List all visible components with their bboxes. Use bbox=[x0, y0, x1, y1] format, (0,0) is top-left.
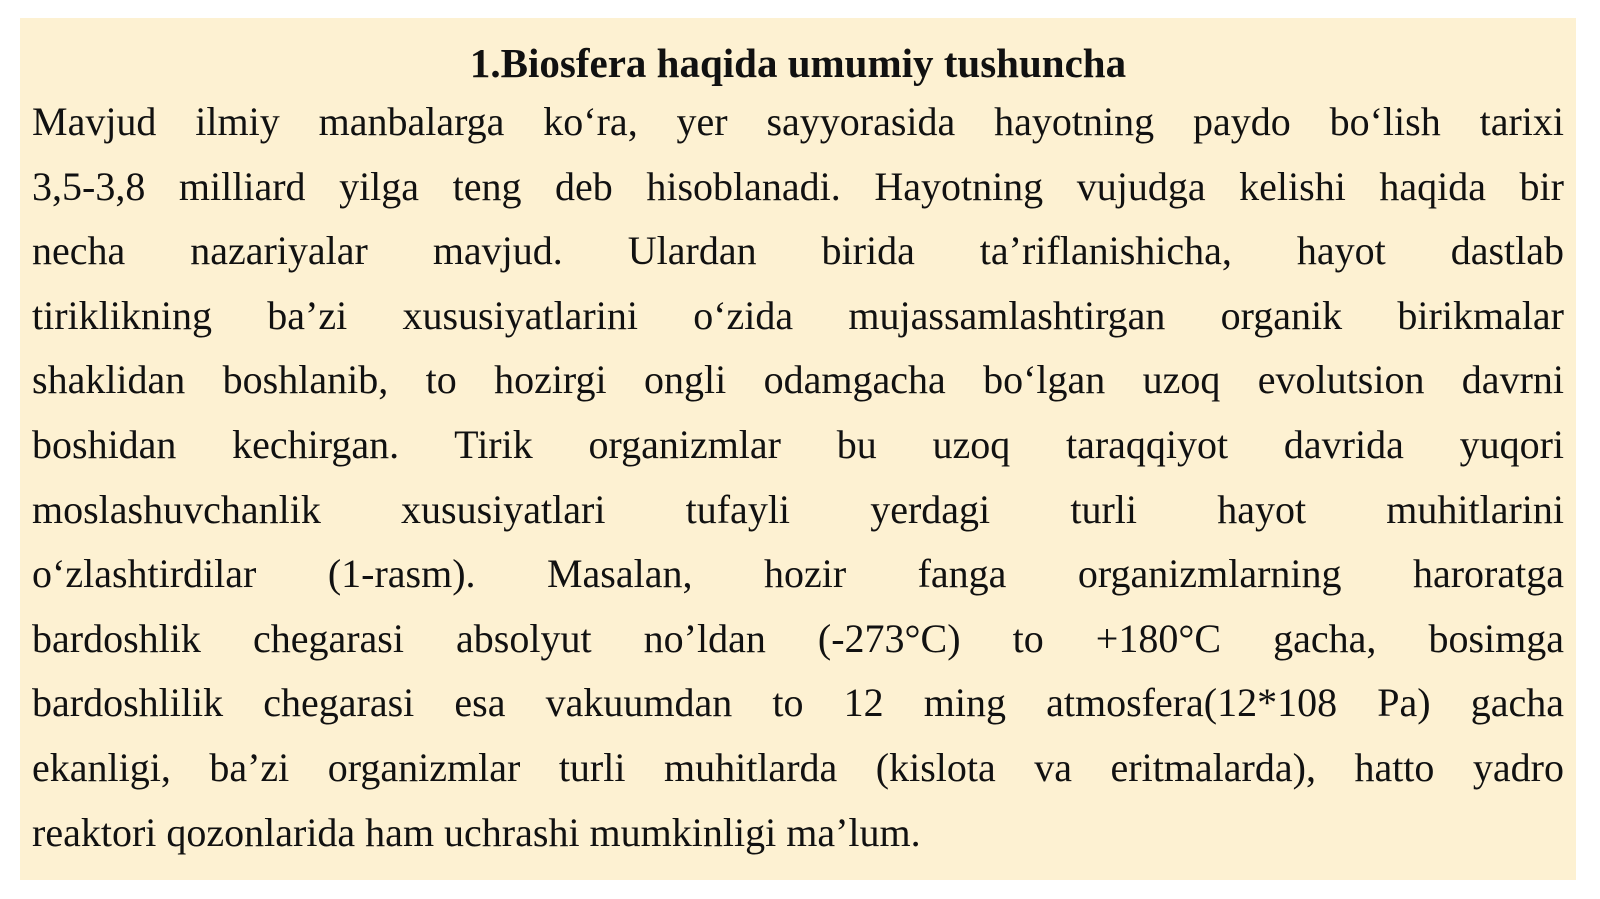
paragraph-line-last: reaktori qozonlarida ham uchrashi mumkinligi ma’lum. bbox=[32, 809, 921, 855]
paragraph-line: Mavjud ilmiy manbalarga ko‘ra, yer sayyorasida hayotning paydo bo‘lish tarixi bbox=[32, 99, 1564, 144]
body-paragraph bbox=[32, 90, 1564, 865]
slide-title: 1.Biosfera haqida umumiy tushuncha bbox=[469, 40, 1127, 86]
paragraph-line: ekanligi, ba’zi organizmlar turli muhitlarda (kislota va eritmalarda), hatto yadro bbox=[32, 744, 1564, 790]
paragraph-line: bardoshlik chegarasi absolyut no’ldan (-273°C) to +180°C gacha, bosimga bbox=[32, 615, 1564, 661]
paragraph-line: 3,5-3,8 milliard yilga teng deb hisoblanadi. Hayotning vujudga kelishi haqida bir bbox=[32, 163, 1564, 209]
paragraph-line: bardoshlilik chegarasi esa vakuumdan to 12 ming atmosfera(12*108 Pa) gacha bbox=[32, 680, 1564, 726]
paragraph-line: tiriklikning ba’zi xususiyatlarini o‘zida mujassamlashtirgan organik birikmalar bbox=[32, 292, 1564, 338]
paragraph-line: shaklidan boshlanib, to hozirgi ongli odamgacha bo‘lgan uzoq evolutsion davrni bbox=[32, 357, 1564, 403]
paragraph-line: o‘zlashtirdilar (1-rasm). Masalan, hozir fanga organizmlarning haroratga bbox=[32, 551, 1564, 597]
paragraph-line: boshidan kechirgan. Tirik organizmlar bu uzoq taraqqiyot davrida yuqori bbox=[32, 421, 1564, 467]
paragraph-line: moslashuvchanlik xususiyatlari tufayli yerdagi turli hayot muhitlarini bbox=[32, 486, 1564, 532]
slide-panel bbox=[20, 18, 1576, 880]
paragraph-line: necha nazariyalar mavjud. Ulardan birida ta’riflanishicha, hayot dastlab bbox=[32, 228, 1564, 274]
